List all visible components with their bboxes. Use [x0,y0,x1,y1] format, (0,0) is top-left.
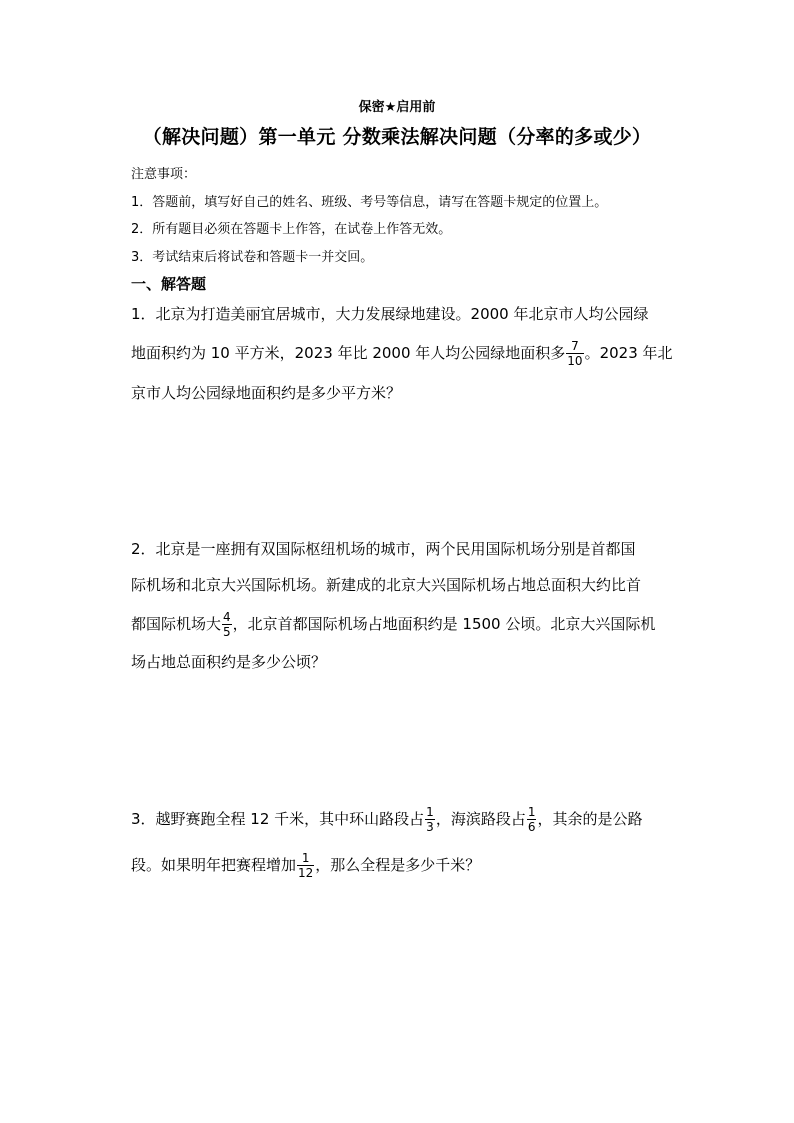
notice-item: 1．答题前，填写好自己的姓名、班级、考号等信息，请写在答题卡规定的位置上。 [131,195,608,210]
fraction-denominator: 3 [426,820,434,834]
question-text-line [131,336,673,370]
notice-item: 3．考试结束后将试卷和答题卡一并交回。 [131,250,374,265]
fraction [222,610,232,639]
notice-item: 2．所有题目必须在答题卡上作答，在试卷上作答无效。 [131,222,452,237]
fraction-numerator: 4 [223,610,231,624]
question-text: 京市人均公园绿地面积约是多少平方米？ [131,384,402,402]
confidential-label: 保密★启用前 [358,100,436,115]
question-text: 都国际机场大 [131,615,222,633]
fraction-numerator: 1 [426,805,434,819]
fraction-denominator: 6 [527,820,536,834]
question-text: ，北京首都国际机场占地面积约是 1500 公顷。北京大兴国际机 [232,615,656,633]
question-text: 2．北京是一座拥有双国际枢纽机场的城市，两个民用国际机场分别是首都国 [131,540,636,558]
fraction-denominator: 5 [223,625,231,639]
fraction-numerator: 1 [297,851,314,866]
question-text-line [131,848,480,882]
fraction [566,339,583,368]
question-text: 场占地总面积约是多少公顷？ [131,653,327,671]
fraction-numerator: 1 [527,805,536,819]
fraction-numerator: 7 [566,339,583,354]
question-text: ，海滨路段占 [435,810,526,828]
fraction [527,805,537,834]
fraction-denominator: 10 [567,354,583,368]
section-heading: 一、解答题 [131,275,207,293]
fraction-denominator: 12 [298,866,314,880]
question-text: 地面积约为 10 平方米，2023 年比 2000 年人均公园绿地面积多 [131,344,566,362]
question-text: ，那么全程是多少千米？ [315,856,481,874]
question-text: 段。如果明年把赛程增加 [131,856,297,874]
question-text: 。2023 年北 [584,344,673,362]
question-text-line [131,607,655,641]
notice-heading: 注意事项： [131,167,197,182]
question-text: 际机场和北京大兴国际机场。新建成的北京大兴国际机场占地总面积大约比首 [131,576,642,594]
fraction [425,805,435,834]
question-text: ，其余的是公路 [537,810,643,828]
question-text: 1．北京为打造美丽宜居城市，大力发展绿地建设。2000 年北京市人均公园绿 [131,305,649,323]
question-text: 3．越野赛跑全程 12 千米，其中环山路段占 [131,810,425,828]
fraction [297,851,314,880]
page-title: （解决问题）第一单元 分数乘法解决问题（分率的多或少） [142,126,652,148]
question-text-line [131,802,642,836]
